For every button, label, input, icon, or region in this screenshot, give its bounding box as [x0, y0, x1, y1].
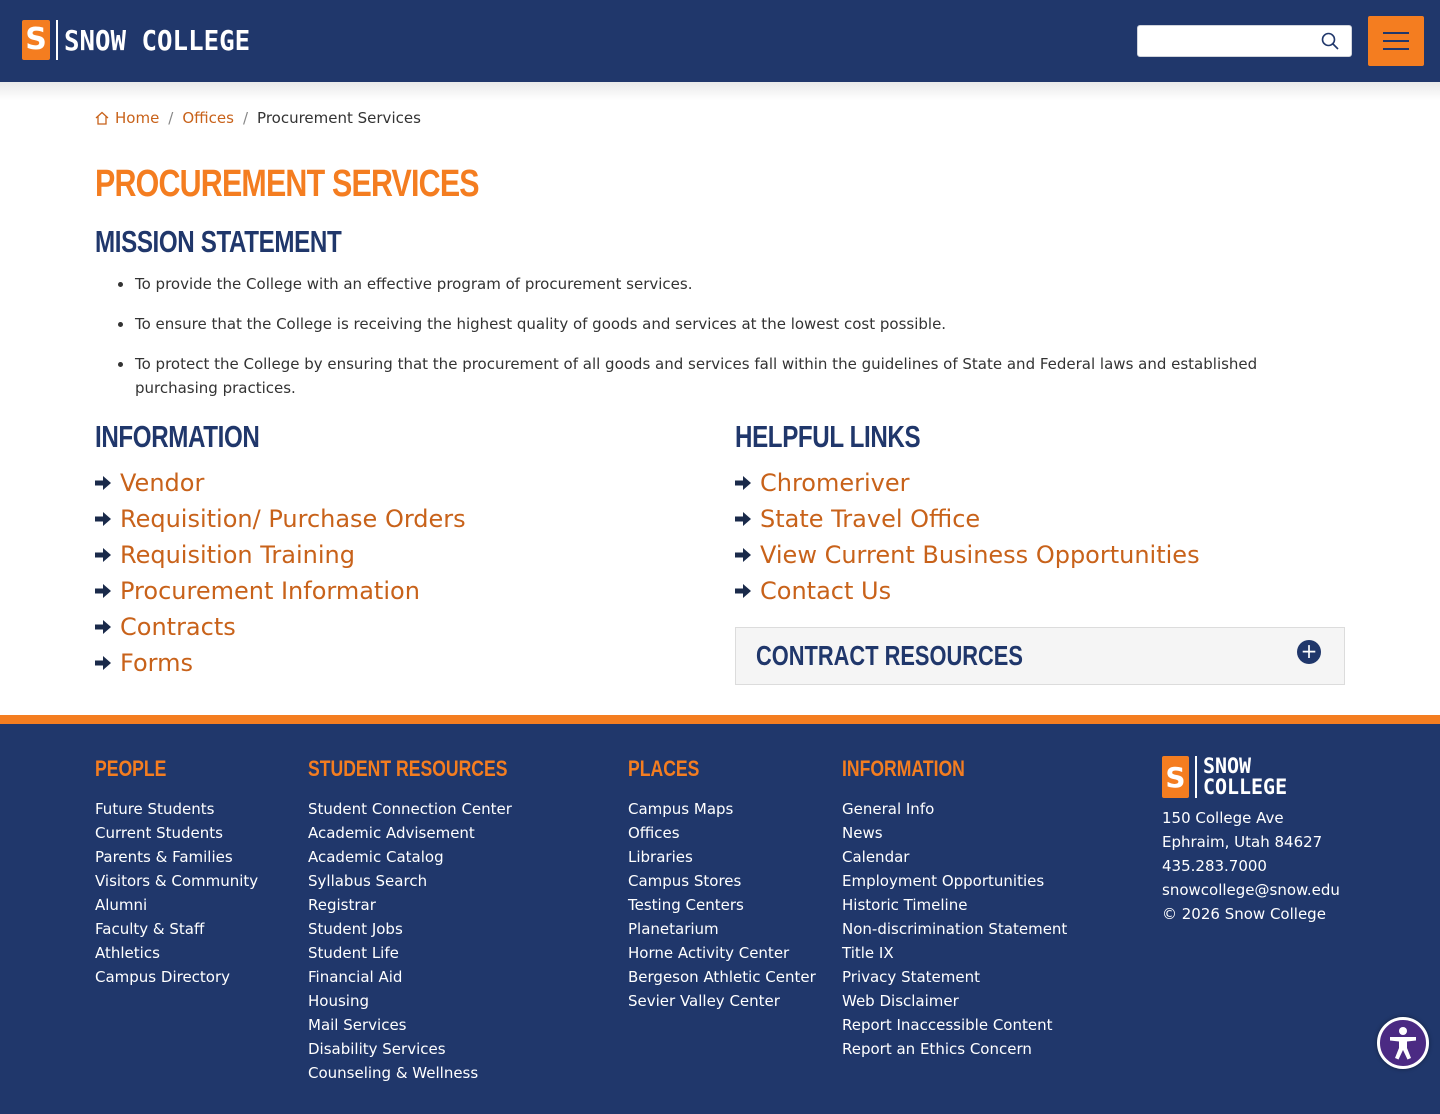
accessibility-icon: [1380, 1020, 1426, 1066]
copyright: © 2026 Snow College: [1162, 905, 1326, 923]
footer-link[interactable]: Current Students: [95, 824, 223, 842]
link-label[interactable]: Vendor: [120, 469, 205, 497]
footer-heading: STUDENT RESOURCES: [308, 756, 508, 781]
hamburger-icon-bar: [1383, 32, 1409, 34]
header-shadow: [0, 82, 1440, 100]
footer-link[interactable]: Housing: [308, 992, 369, 1010]
footer-link[interactable]: Alumni: [95, 896, 148, 914]
arrow-right-icon: [95, 547, 112, 563]
footer-link[interactable]: Registrar: [308, 896, 376, 914]
information-heading: INFORMATION: [95, 419, 260, 454]
footer-link[interactable]: Disability Services: [308, 1040, 446, 1058]
footer-link[interactable]: Report Inaccessible Content: [842, 1016, 1053, 1034]
information-link-training[interactable]: [95, 537, 466, 573]
arrow-right-icon: [95, 475, 112, 491]
footer-column-people: [95, 756, 258, 989]
plus-icon[interactable]: +: [1297, 640, 1321, 664]
arrow-right-icon: [735, 511, 752, 527]
logo-divider: [56, 20, 58, 60]
information-link-vendor[interactable]: [95, 465, 466, 501]
breadcrumb-separator: /: [168, 109, 174, 127]
footer-link[interactable]: Campus Maps: [628, 800, 734, 818]
footer-link[interactable]: Horne Activity Center: [628, 944, 790, 962]
footer-link[interactable]: Future Students: [95, 800, 215, 818]
link-label[interactable]: Procurement Information: [120, 577, 420, 605]
logo-text: SNOW COLLEGE: [64, 23, 251, 57]
footer-column-student-resources: [308, 756, 557, 1085]
address-city: Ephraim, Utah 84627: [1162, 833, 1323, 851]
footer-link[interactable]: Testing Centers: [628, 896, 744, 914]
site-header: [0, 0, 1440, 82]
footer-logo-divider: [1195, 756, 1197, 798]
footer-logo-line: COLLEGE: [1203, 775, 1288, 799]
breadcrumb-current: Procurement Services: [257, 109, 421, 127]
mission-item: To provide the College with an effective program of procurement services.: [135, 272, 1325, 296]
footer-link[interactable]: Offices: [628, 824, 680, 842]
footer-link[interactable]: Web Disclaimer: [842, 992, 959, 1010]
breadcrumb: [95, 109, 421, 127]
arrow-right-icon: [735, 547, 752, 563]
site-footer: [0, 724, 1440, 1114]
snow-college-logo[interactable]: [22, 20, 266, 60]
footer-logo-mark: S: [1162, 756, 1189, 798]
footer-logo[interactable]: [1162, 756, 1292, 798]
helpful-link-state-travel[interactable]: [735, 501, 1200, 537]
helpful-links: [735, 465, 1200, 609]
footer-address: [1162, 806, 1340, 926]
information-link-forms[interactable]: [95, 645, 466, 681]
footer-link[interactable]: Libraries: [628, 848, 693, 866]
footer-link[interactable]: Non-discrimination Statement: [842, 920, 1068, 938]
footer-link[interactable]: Bergeson Athletic Center: [628, 968, 816, 986]
breadcrumb-home[interactable]: Home: [115, 109, 160, 127]
link-label[interactable]: Forms: [120, 649, 193, 677]
arrow-right-icon: [735, 475, 752, 491]
arrow-right-icon: [95, 619, 112, 635]
footer-link[interactable]: Counseling & Wellness: [308, 1064, 479, 1082]
link-label[interactable]: View Current Business Opportunities: [760, 541, 1200, 569]
mission-heading: MISSION STATEMENT: [95, 224, 342, 259]
link-label[interactable]: Chromeriver: [760, 469, 910, 497]
helpful-link-opportunities[interactable]: [735, 537, 1200, 573]
footer-link[interactable]: General Info: [842, 800, 935, 818]
search-icon[interactable]: [1321, 32, 1339, 50]
helpful-link-contact[interactable]: [735, 573, 1200, 609]
footer-link[interactable]: Employment Opportunities: [842, 872, 1045, 890]
footer-link[interactable]: Student Jobs: [308, 920, 403, 938]
footer-link[interactable]: Historic Timeline: [842, 896, 968, 914]
contract-resources-accordion[interactable]: [735, 627, 1345, 685]
address-phone[interactable]: 435.283.7000: [1162, 857, 1267, 875]
footer-logo-text: [1203, 756, 1287, 798]
link-label[interactable]: Contracts: [120, 613, 236, 641]
arrow-right-icon: [95, 655, 112, 671]
information-link-procurement[interactable]: [95, 573, 466, 609]
arrow-right-icon: [735, 583, 752, 599]
information-link-requisition[interactable]: [95, 501, 466, 537]
helpful-link-chromeriver[interactable]: [735, 465, 1200, 501]
footer-link[interactable]: Privacy Statement: [842, 968, 981, 986]
address-street: 150 College Ave: [1162, 809, 1284, 827]
hamburger-menu-button[interactable]: [1368, 16, 1424, 66]
footer-link[interactable]: Academic Catalog: [308, 848, 444, 866]
footer-link[interactable]: Report an Ethics Concern: [842, 1040, 1032, 1058]
footer-column-places: [628, 756, 816, 1013]
footer-link[interactable]: Syllabus Search: [308, 872, 428, 890]
accordion-title[interactable]: CONTRACT RESOURCES: [756, 640, 1023, 671]
link-label[interactable]: State Travel Office: [760, 505, 981, 533]
link-label[interactable]: Requisition Training: [120, 541, 355, 569]
information-link-contracts[interactable]: [95, 609, 466, 645]
breadcrumb-separator: /: [242, 109, 249, 127]
helpful-links-heading: HELPFUL LINKS: [735, 419, 921, 454]
address-email[interactable]: snowcollege@snow.edu: [1162, 881, 1340, 899]
mission-item: To protect the College by ensuring that the procurement of all goods and services fall within the guidelines of State and Federal laws and established purchasing practices.: [135, 352, 1325, 400]
footer-heading: INFORMATION: [842, 756, 965, 781]
footer-link[interactable]: Financial Aid: [308, 968, 403, 986]
arrow-right-icon: [95, 583, 112, 599]
hamburger-icon-bar: [1383, 48, 1409, 50]
footer-link[interactable]: Sevier Valley Center: [628, 992, 780, 1010]
hamburger-icon-bar: [1383, 40, 1409, 42]
footer-link[interactable]: Title IX: [842, 944, 894, 962]
footer-heading: PEOPLE: [95, 756, 167, 781]
footer-link[interactable]: News: [842, 824, 883, 842]
footer-link[interactable]: Student Life: [308, 944, 399, 962]
footer-link[interactable]: Academic Advisement: [308, 824, 475, 842]
search-input[interactable]: [1137, 25, 1352, 57]
page-title: PROCUREMENT SERVICES: [95, 163, 479, 205]
footer-link[interactable]: Mail Services: [308, 1016, 407, 1034]
logo-mark: S: [22, 20, 50, 60]
mission-item: To ensure that the College is receiving the highest quality of goods and services at the lowest cost possible.: [135, 312, 1325, 336]
home-icon[interactable]: [95, 111, 109, 125]
link-label[interactable]: Requisition/ Purchase Orders: [120, 505, 466, 533]
accessibility-button[interactable]: [1377, 1017, 1429, 1069]
footer-link[interactable]: Campus Stores: [628, 872, 742, 890]
footer-accent-bar: [0, 715, 1440, 724]
information-links: [95, 465, 466, 681]
footer-link[interactable]: Parents & Families: [95, 848, 233, 866]
footer-link[interactable]: Student Connection Center: [308, 800, 512, 818]
footer-logo-line: SNOW: [1203, 754, 1252, 778]
footer-link[interactable]: Planetarium: [628, 920, 719, 938]
footer-link[interactable]: Campus Directory: [95, 968, 231, 986]
footer-link[interactable]: Visitors & Community: [95, 872, 259, 890]
link-label[interactable]: Contact Us: [760, 577, 892, 605]
breadcrumb-offices[interactable]: Offices: [182, 109, 234, 127]
footer-column-information: [842, 756, 1067, 1061]
mission-list: [135, 272, 1325, 416]
footer-heading: PLACES: [628, 756, 700, 781]
footer-link[interactable]: Calendar: [842, 848, 910, 866]
footer-link[interactable]: Faculty & Staff: [95, 920, 205, 938]
footer-link[interactable]: Athletics: [95, 944, 160, 962]
arrow-right-icon: [95, 511, 112, 527]
